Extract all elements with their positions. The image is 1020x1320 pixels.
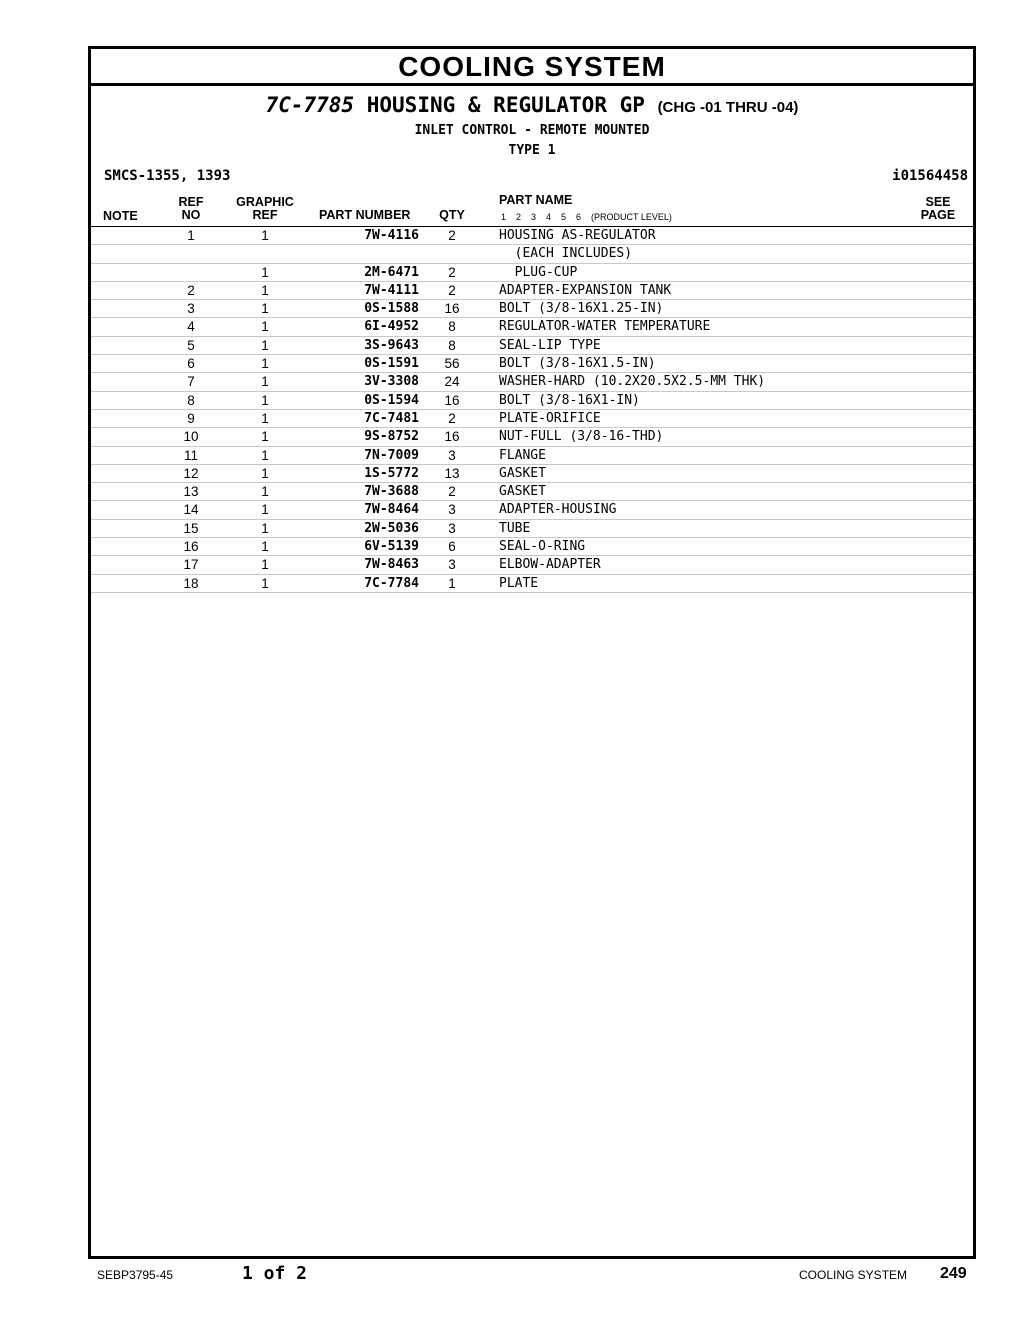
part-number: 2W-5036 — [364, 520, 419, 536]
graphic-ref: 1 — [261, 520, 269, 536]
graphic-ref: 1 — [261, 301, 269, 317]
part-name: PLATE — [499, 575, 539, 591]
group-part-number: 7C-7785 — [265, 93, 355, 117]
table-row — [91, 556, 973, 574]
part-number: 6I-4952 — [364, 319, 419, 335]
table-row — [91, 245, 973, 263]
part-name: GASKET — [499, 484, 546, 500]
table-row — [91, 501, 973, 519]
part-name: GASKET — [499, 465, 546, 481]
qty: 3 — [448, 502, 456, 518]
part-name: ADAPTER-EXPANSION TANK — [499, 282, 672, 298]
graphic-ref: 1 — [261, 356, 269, 372]
graphic-ref: 1 — [261, 575, 269, 591]
graphic-ref: 1 — [261, 557, 269, 573]
part-number: 7W-4116 — [364, 228, 419, 243]
ref-no: 18 — [183, 575, 199, 591]
graphic-ref: 1 — [261, 502, 269, 518]
part-name: TUBE — [499, 520, 531, 536]
ref-no: 13 — [183, 484, 199, 500]
table-row — [91, 373, 973, 391]
ref-no: 14 — [183, 502, 199, 518]
part-number: 0S-1588 — [364, 301, 419, 317]
table-row — [91, 300, 973, 318]
table-header — [91, 192, 973, 227]
part-number: 0S-1594 — [364, 392, 419, 408]
part-number: 7C-7481 — [364, 410, 419, 426]
qty: 2 — [448, 410, 456, 426]
table-row — [91, 264, 973, 282]
header-graphic-bottom: REF — [252, 208, 278, 222]
table-row — [91, 227, 973, 245]
part-name: PLUG-CUP — [499, 264, 578, 280]
group-title — [91, 92, 973, 121]
qty: 1 — [448, 575, 456, 591]
ref-no: 16 — [183, 539, 199, 555]
table-row — [91, 355, 973, 373]
part-name: ELBOW-ADAPTER — [499, 557, 601, 573]
smcs-codes: SMCS-1355, 1393 — [104, 168, 231, 184]
table-row — [91, 520, 973, 538]
part-name: PLATE-ORIFICE — [499, 410, 601, 426]
part-name: (EACH INCLUDES) — [499, 246, 633, 262]
ref-no: 9 — [187, 410, 195, 426]
graphic-ref: 1 — [261, 319, 269, 335]
part-number: 7N-7009 — [364, 447, 419, 463]
part-name: HOUSING AS-REGULATOR — [499, 228, 656, 243]
ref-no: 10 — [183, 429, 199, 445]
qty: 8 — [448, 337, 456, 353]
qty: 2 — [448, 282, 456, 298]
ref-no: 3 — [187, 301, 195, 317]
graphic-ref: 1 — [261, 282, 269, 298]
ref-no: 12 — [183, 465, 199, 481]
table-row — [91, 465, 973, 483]
qty: 56 — [444, 356, 460, 372]
part-number: 7W-8463 — [364, 557, 419, 573]
qty: 3 — [448, 447, 456, 463]
ref-no: 7 — [187, 374, 195, 390]
graphic-ref: 1 — [261, 465, 269, 481]
graphic-ref: 1 — [261, 264, 269, 280]
part-name: FLANGE — [499, 447, 546, 463]
group-change-range: (CHG -01 THRU -04) — [657, 99, 799, 116]
part-name: SEAL-LIP TYPE — [499, 337, 601, 353]
graphic-ref: 1 — [261, 228, 269, 243]
ref-no: 11 — [183, 447, 198, 463]
part-number: 2M-6471 — [364, 264, 419, 280]
graphic-ref: 1 — [261, 429, 269, 445]
ref-no: 6 — [187, 356, 195, 372]
part-name: SEAL-O-RING — [499, 539, 586, 555]
table-row — [91, 447, 973, 465]
ref-no: 1 — [187, 228, 195, 243]
ref-no: 17 — [183, 557, 199, 573]
qty: 16 — [444, 429, 460, 445]
smcs-row — [91, 168, 973, 190]
part-number: 0S-1591 — [364, 356, 419, 372]
parts-table-body — [91, 227, 973, 593]
part-number: 7W-8464 — [364, 502, 419, 518]
ref-no: 4 — [187, 319, 195, 335]
page-footer — [0, 1263, 1020, 1287]
graphic-ref: 1 — [261, 374, 269, 390]
header-see-bottom: PAGE — [920, 208, 956, 222]
footer-page-number: 249 — [940, 1265, 967, 1282]
ref-no: 5 — [187, 337, 195, 353]
footer-doc-id: SEBP3795-45 — [97, 1268, 174, 1282]
qty: 16 — [444, 301, 460, 317]
table-row — [91, 392, 973, 410]
qty: 16 — [444, 392, 460, 408]
ref-no: 8 — [187, 392, 195, 408]
part-name: BOLT (3/8-16X1.5-IN) — [499, 356, 656, 372]
header-note: NOTE — [103, 209, 138, 223]
part-name: BOLT (3/8-16X1-IN) — [499, 392, 640, 408]
table-row — [91, 410, 973, 428]
qty: 6 — [448, 539, 456, 555]
part-number: 1S-5772 — [364, 465, 419, 481]
table-row — [91, 538, 973, 556]
table-row — [91, 318, 973, 336]
part-name: WASHER-HARD (10.2X20.5X2.5-MM THK) — [499, 374, 766, 390]
qty: 24 — [444, 374, 460, 390]
qty: 8 — [448, 319, 456, 335]
qty: 2 — [448, 228, 456, 243]
qty: 2 — [448, 264, 456, 280]
group-name: HOUSING & REGULATOR GP — [366, 93, 645, 117]
header-ref-top: REF — [178, 195, 204, 209]
graphic-ref: 1 — [261, 539, 269, 555]
table-row — [91, 428, 973, 446]
part-name: REGULATOR-WATER TEMPERATURE — [499, 319, 711, 335]
graphic-ref: 1 — [261, 410, 269, 426]
graphic-ref: 1 — [261, 484, 269, 500]
document-identifier: i01564458 — [892, 168, 968, 184]
part-number: 7W-4111 — [364, 282, 419, 298]
header-part-name: PART NAME — [499, 193, 573, 207]
qty: 13 — [444, 465, 460, 481]
table-row — [91, 282, 973, 300]
ref-no: 15 — [183, 520, 199, 536]
graphic-ref: 1 — [261, 392, 269, 408]
section-title: COOLING SYSTEM — [91, 49, 973, 86]
table-row — [91, 575, 973, 593]
table-row — [91, 483, 973, 501]
footer-section: COOLING SYSTEM — [799, 1268, 908, 1282]
qty: 3 — [448, 557, 456, 573]
header-product-level: 1 2 3 4 5 6 (PRODUCT LEVEL) — [501, 212, 672, 222]
qty: 3 — [448, 520, 456, 536]
part-number: 3S-9643 — [364, 337, 419, 353]
parts-page-frame — [88, 46, 976, 1259]
header-part-number: PART NUMBER — [319, 208, 411, 222]
table-row — [91, 337, 973, 355]
part-name: ADAPTER-HOUSING — [499, 502, 617, 518]
part-name: BOLT (3/8-16X1.25-IN) — [499, 301, 664, 317]
part-number: 7C-7784 — [364, 575, 419, 591]
group-type: TYPE 1 — [508, 143, 556, 158]
part-name: NUT-FULL (3/8-16-THD) — [499, 429, 664, 445]
part-number: 6V-5139 — [364, 539, 419, 555]
graphic-ref: 1 — [261, 337, 269, 353]
graphic-ref: 1 — [261, 447, 269, 463]
part-number: 7W-3688 — [364, 484, 419, 500]
ref-no: 2 — [187, 282, 195, 298]
part-number: 3V-3308 — [364, 374, 419, 390]
footer-page-of: 1 of 2 — [242, 1263, 308, 1284]
header-see-top: SEE — [925, 195, 951, 209]
header-qty: QTY — [439, 208, 465, 222]
header-ref-bottom: NO — [181, 208, 201, 222]
header-graphic-top: GRAPHIC — [236, 195, 294, 209]
qty: 2 — [448, 484, 456, 500]
part-number: 9S-8752 — [364, 429, 419, 445]
group-subtitle: INLET CONTROL - REMOTE MOUNTED — [414, 123, 650, 138]
